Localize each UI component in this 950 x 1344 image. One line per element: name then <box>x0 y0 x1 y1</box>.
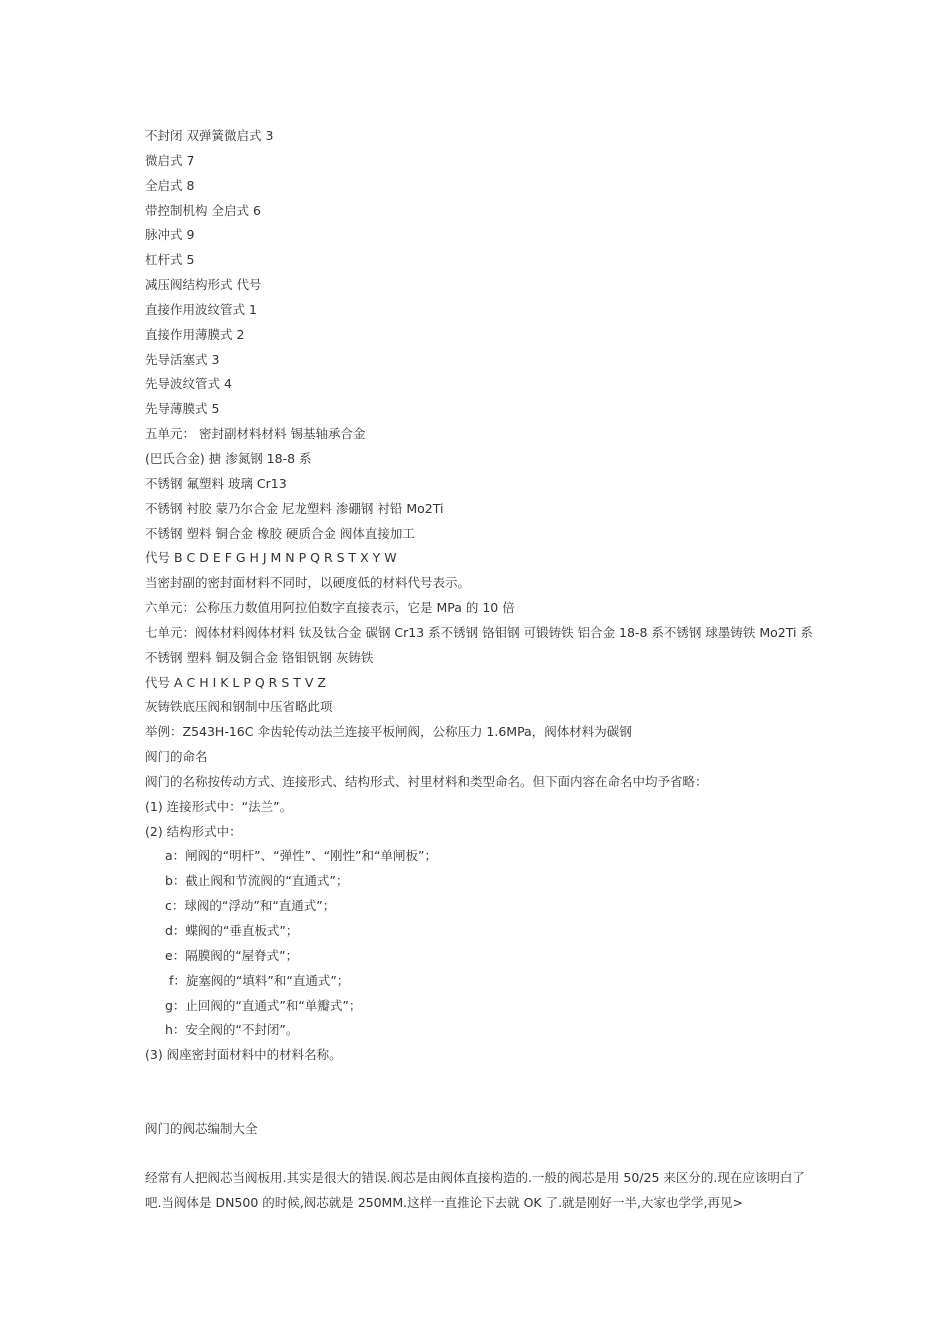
sub-list-item: h：安全阀的“不封闭”。 <box>165 1022 299 1038</box>
text-line: 不锈钢 衬胶 蒙乃尔合金 尼龙塑料 渗硼钢 衬铅 Mo2Ti <box>145 500 444 516</box>
text-line: 直接作用波纹管式 1 <box>145 301 257 317</box>
list-item: (3) 阀座密封面材料中的材料名称。 <box>145 1047 342 1063</box>
text-line: 七单元：阀体材料阀体材料 钛及钛合金 碳钢 Cr13 系不锈钢 铬钼钢 可锻铸铁 铝合金 18-8 系不锈钢 球墨铸铁 Mo2Ti 系 <box>145 624 813 640</box>
text-line: 先导薄膜式 5 <box>145 401 220 417</box>
list-item: (2) 结构形式中： <box>145 823 242 839</box>
list-item: (1) 连接形式中：“法兰”。 <box>145 798 293 814</box>
text-line: 代号 A C H I K L P Q R S T V Z <box>145 674 326 690</box>
naming-heading: 阀门的命名 <box>145 749 208 765</box>
section-heading: 阀门的阀芯编制大全 <box>145 1121 258 1137</box>
sub-list-item: d：蝶阀的“垂直板式”； <box>165 923 299 938</box>
text-line: 灰铸铁底压阀和钢制中压省略此项 <box>145 699 333 715</box>
text-line: 六单元：公称压力数值用阿拉伯数字直接表示，它是 MPa 的 10 倍 <box>145 600 515 616</box>
text-line: 不锈钢 塑料 铜合金 橡胶 硬质合金 阀体直接加工 <box>145 525 415 541</box>
text-line: 代号 B C D E F G H J M N P Q R S T X Y W <box>145 550 397 566</box>
text-line: 不锈钢 氟塑料 玻璃 Cr13 <box>145 475 287 491</box>
text-line: 全启式 8 <box>145 177 195 193</box>
text-line: 不封闭 双弹簧微启式 3 <box>145 128 274 143</box>
sub-list-item: c：球阀的“浮动”和“直通式”； <box>165 898 336 914</box>
document-page <box>145 124 815 1216</box>
text-line: 先导波纹管式 4 <box>145 376 232 392</box>
text-line: 减压阀结构形式 代号 <box>145 277 262 293</box>
text-line: 不锈钢 塑料 铜及铜合金 铬钼钒钢 灰铸铁 <box>145 649 374 665</box>
text-line: 微启式 7 <box>145 152 195 168</box>
text-line: 当密封副的密封面材料不同时，以硬度低的材料代号表示。 <box>145 575 471 591</box>
sub-list-item: e：隔膜阀的“屋脊式”； <box>165 947 299 963</box>
text-line: 五单元： 密封副材料材料 锡基轴承合金 <box>145 426 366 442</box>
sub-list-item: f：旋塞阀的“填料”和“直通式”； <box>169 972 350 988</box>
text-line: 直接作用薄膜式 2 <box>145 326 245 342</box>
text-line: 举例：Z543H-16C 伞齿轮传动法兰连接平板闸阀，公称压力 1.6MPa，阀体材料为碳钢 <box>145 724 632 740</box>
text-line: (巴氏合金) 搪 渗氮钢 18-8 系 <box>145 450 312 466</box>
text-line: 带控制机构 全启式 6 <box>145 202 261 218</box>
text-line: 脉冲式 9 <box>145 227 195 243</box>
body-paragraph: 经常有人把阀芯当阀板用.其实是很大的错误.阀芯是由阀体直接构造的.一般的阀芯是用 50/25 来区分的.现在应该明白了吧.当阀体是 DN500 的时候,阀芯就是 250MM.这样一直推论下去就 OK 了.就是刚好一半,大家也学学,再见> <box>145 1169 805 1210</box>
text-line: 杠杆式 5 <box>145 252 195 268</box>
sub-list-item: a：闸阀的“明杆”、“弹性”、“刚性”和“单闸板”； <box>165 848 437 864</box>
sub-list-item: g：止回阀的“直通式”和“单瓣式”； <box>165 997 362 1013</box>
text-line: 先导活塞式 3 <box>145 351 220 367</box>
text-line: 阀门的名称按传动方式、连接形式、结构形式、衬里材料和类型命名。但下面内容在命名中均予省略： <box>145 773 708 789</box>
sub-list-item: b：截止阀和节流阀的“直通式”； <box>165 873 349 889</box>
